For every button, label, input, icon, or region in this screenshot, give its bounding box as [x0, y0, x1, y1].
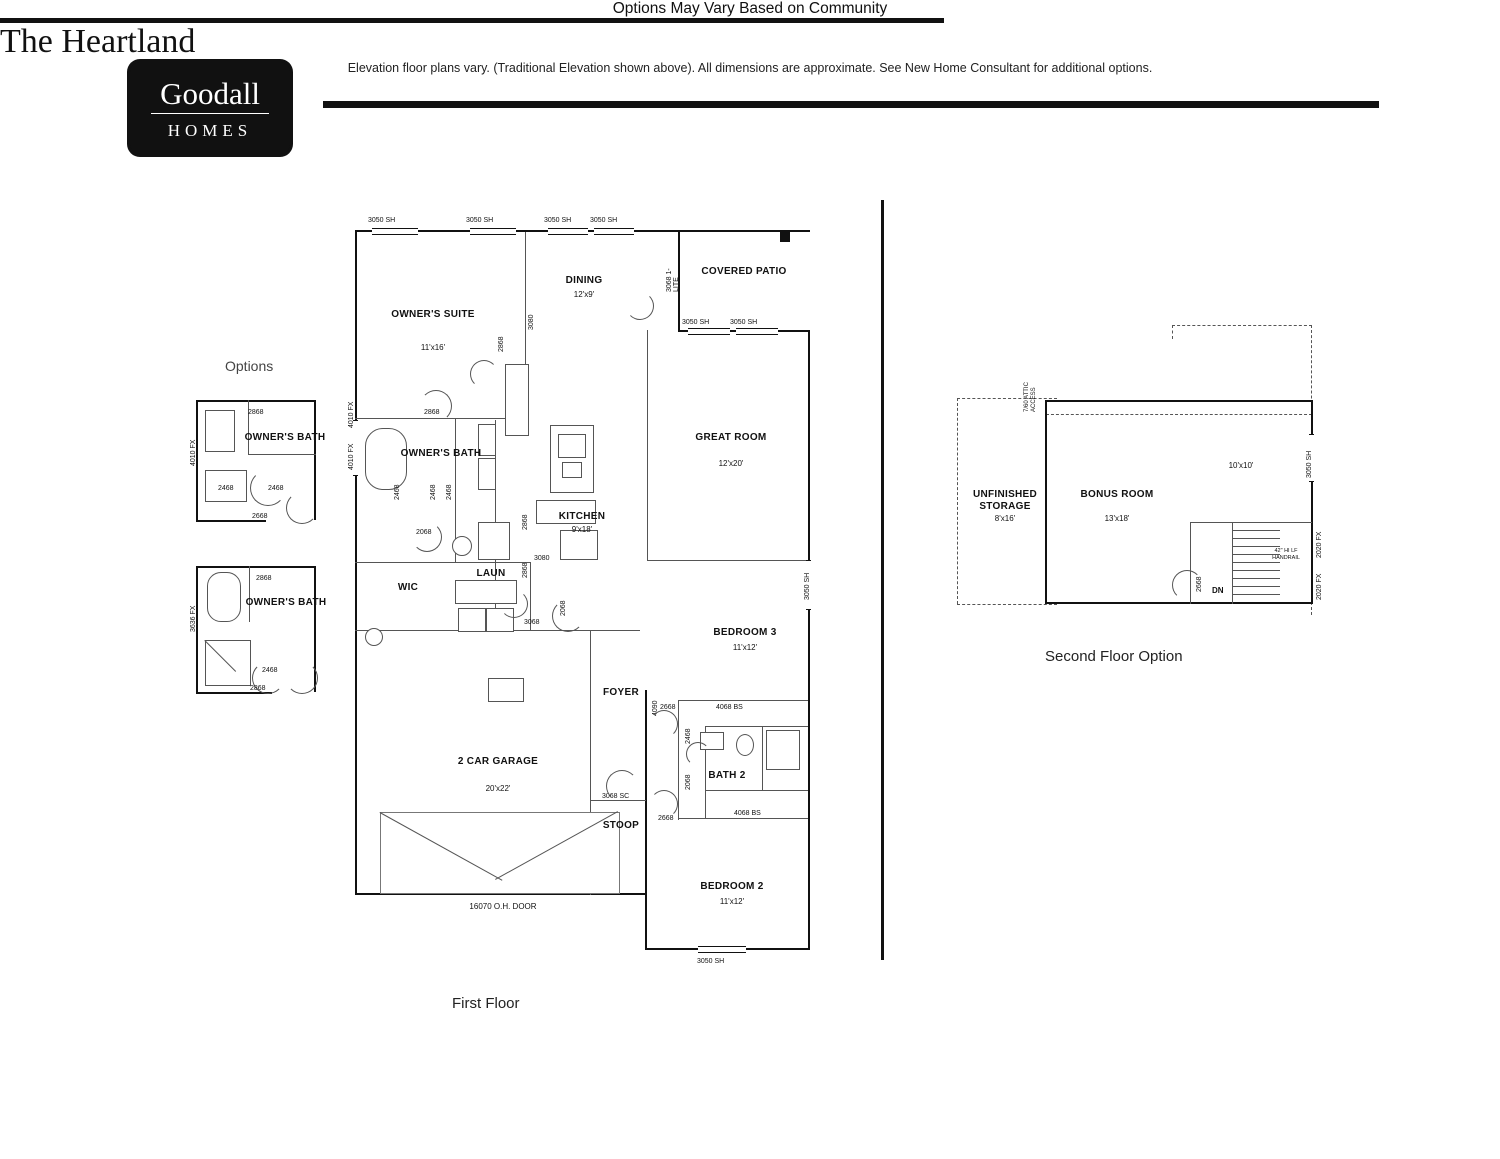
option2-door-arc-2	[286, 662, 318, 694]
option2-partition	[249, 566, 250, 622]
first-floor-caption: First Floor	[452, 995, 520, 1012]
sf-dashed-roof-left	[1172, 325, 1174, 339]
option1-tub	[205, 410, 235, 452]
sf-room-storage-label: UNFINISHED STORAGE	[972, 489, 1038, 512]
sf-dashed-north	[957, 398, 1057, 400]
sf-room-storage-dim: 8'x16'	[994, 514, 1016, 523]
door-arc-garage	[552, 600, 584, 632]
door-arc-laundry	[500, 590, 528, 618]
room-garage-label: 2 CAR GARAGE	[457, 756, 539, 767]
window-owners-1	[372, 228, 418, 235]
tag-door-3068-1lite: 3068 1-LITE	[666, 268, 680, 292]
window-patio-1	[688, 328, 730, 335]
room-garage-dim: 20'x22'	[485, 784, 511, 793]
sf-tag-fx-1: 2020 FX	[1316, 531, 1323, 558]
tag-door-2868-a: 2868	[498, 336, 505, 352]
room-laundry-label: LAUN	[476, 568, 506, 579]
door-arc-bed3	[650, 710, 678, 738]
ff-wall-great-south	[647, 560, 808, 561]
option2-door-tag-3: 2868	[250, 685, 266, 692]
ff-wall-patio-north	[678, 230, 810, 232]
washer	[458, 608, 486, 632]
toilet-owners	[452, 536, 472, 556]
room-bedroom3-label: BEDROOM 3	[713, 627, 777, 638]
room-foyer-label: FOYER	[603, 687, 639, 698]
option2-tub	[207, 572, 241, 622]
sf-dashed-inner	[1046, 414, 1312, 416]
tag-door-2068-a: 2068	[416, 529, 432, 536]
option1-door-arc-2	[286, 492, 318, 524]
plan-divider	[881, 200, 884, 960]
tag-door-2868-c: 2868	[522, 514, 529, 530]
room-covered-patio-label: COVERED PATIO	[701, 266, 787, 277]
option1-wall-top	[196, 400, 316, 402]
tag-window-4068bs-a: 4068 BS	[716, 704, 743, 711]
window-south	[698, 946, 746, 953]
tag-window-patio-1: 3050 SH	[682, 319, 710, 326]
garage-apron	[380, 812, 620, 894]
tag-door-3080-a: 3080	[528, 314, 535, 330]
cooktop	[558, 434, 586, 458]
window-owners-2	[470, 228, 516, 235]
disclaimer-text: Elevation floor plans vary. (Traditional Elevation shown above). All dimensions are approximate. See New Home Consultant for additional options.	[347, 61, 1153, 75]
tag-door-2468-c: 2468	[446, 484, 453, 500]
bath2-tub	[766, 730, 800, 770]
sf-stair-tread-2	[1232, 538, 1280, 539]
sf-dashed-south	[957, 604, 1057, 606]
ff-wall-laun-north	[455, 562, 530, 563]
ff-wall-bath2-shower	[762, 726, 763, 790]
ff-wall-bath2-inner2	[705, 726, 808, 727]
room-bedroom2-label: BEDROOM 2	[700, 881, 764, 892]
tag-door-2068-c: 2068	[685, 774, 692, 790]
door-arc-hall	[470, 360, 498, 388]
sf-room-bonus-dim: 13'x18'	[1104, 514, 1130, 523]
ff-wall-bed2-west	[645, 820, 647, 950]
sink	[562, 462, 582, 478]
window-patio-2	[736, 328, 778, 335]
sf-wall-south	[1045, 602, 1313, 604]
tag-window-top-1: 3050 SH	[368, 217, 396, 224]
option2-wall-top	[196, 566, 316, 568]
tag-door-4090: 4090	[652, 700, 659, 716]
ff-wall-bed3-south	[678, 700, 808, 701]
tag-window-top-3: 3050 SH	[544, 217, 572, 224]
option2-window-tag: 3636 FX	[190, 605, 197, 632]
sf-tag-door: 2668	[1196, 576, 1203, 592]
sf-stair-tread-3	[1232, 546, 1280, 547]
tag-door-3068sc: 3068 SC	[602, 793, 630, 800]
tag-door-3068-a: 3068	[524, 619, 540, 626]
sf-stair-tread-8	[1232, 586, 1280, 587]
logo-divider	[151, 113, 269, 114]
tag-door-2468-a: 2468	[394, 484, 401, 500]
option2-door-tag-1: 2868	[256, 575, 272, 582]
door-arc-front	[606, 770, 638, 802]
options-vary-note: Options May Vary Based on Community	[612, 0, 888, 17]
tag-window-top-4: 3050 SH	[590, 217, 618, 224]
ff-wall-bath2-inner3	[705, 790, 808, 791]
door-arc-bed2	[650, 790, 678, 818]
garage-fixture	[488, 678, 524, 702]
sf-stair-wall-top	[1190, 522, 1312, 523]
option1-window-tag: 4010 FX	[190, 439, 197, 466]
tag-window-top-2: 3050 SH	[466, 217, 494, 224]
room-great-room-dim: 12'x20'	[718, 459, 744, 468]
sf-stair-tread-1	[1232, 530, 1280, 531]
option1-door-tag-2: 2468	[218, 485, 234, 492]
sf-stair-tread-6	[1232, 570, 1280, 571]
logo-name-top: Goodall	[160, 75, 260, 111]
tag-window-patio-2: 3050 SH	[730, 319, 758, 326]
model-title: The Heartland	[0, 23, 196, 60]
logo-name-bottom: HOMES	[167, 120, 253, 140]
sf-room-bonus-label: BONUS ROOM	[1080, 489, 1154, 500]
bath2-toilet	[736, 734, 754, 756]
sf-tag-handrail: 42" HI LF HANDRAIL	[1272, 548, 1300, 561]
second-floor-caption: Second Floor Option	[1045, 648, 1183, 665]
window-dining-2	[594, 228, 634, 235]
linen-closet	[505, 364, 529, 436]
tag-door-2468-d: 2468	[685, 728, 692, 744]
shower-owners	[478, 522, 510, 560]
sf-tag-attic-access: 7/60 ATTIC ACCESS	[1024, 382, 1037, 412]
door-arc-owners-bath	[412, 522, 442, 552]
sf-stair-edge	[1232, 522, 1233, 604]
room-dining-label: DINING	[565, 275, 603, 286]
tag-door-2668-b: 2668	[658, 815, 674, 822]
room-owners-bath-label: OWNER'S BATH	[400, 448, 482, 459]
tag-door-2868-b: 2868	[424, 409, 440, 416]
water-heater	[365, 628, 383, 646]
room-bath2-label: BATH 2	[708, 770, 746, 781]
sf-stair-tread-5	[1232, 562, 1280, 563]
ff-wall-east	[808, 330, 810, 950]
option1-room-label-line1: OWNER'S BATH	[244, 432, 326, 443]
tag-window-east: 3050 SH	[804, 572, 811, 600]
sf-tag-dn: DN	[1212, 586, 1224, 595]
tag-garage-door: 16070 O.H. DOOR	[469, 902, 537, 911]
room-kitchen-dim: 9'x18'	[571, 525, 593, 534]
option1-door-tag-3: 2468	[268, 485, 284, 492]
option2-door-tag-2: 2468	[262, 667, 278, 674]
vanity-2	[478, 458, 496, 490]
tag-window-south: 3050 SH	[697, 958, 725, 965]
tag-door-3080-b: 3080	[534, 555, 550, 562]
room-owners-suite-dim: 11'x16'	[420, 343, 446, 352]
door-arc-owners-suite	[420, 390, 452, 422]
ff-wall-great-west	[647, 330, 648, 560]
ff-wall-bath2-west	[678, 700, 679, 820]
door-arc-bath2	[686, 742, 710, 766]
window-dining-1	[548, 228, 588, 235]
goodall-homes-logo	[130, 62, 290, 154]
tag-window-4068bs-b: 4068 BS	[734, 810, 761, 817]
ff-patio-post	[780, 232, 790, 242]
tag-window-west: 4010 FX	[348, 443, 355, 470]
option1-door-tag-4: 2668	[252, 513, 268, 520]
ff-wall-bath2-south	[678, 818, 808, 819]
tag-door-2668-a: 2668	[660, 704, 676, 711]
sf-dashed-roof-top	[1172, 325, 1312, 327]
room-dining-dim: 12'x9'	[573, 290, 595, 299]
room-great-room-label: GREAT ROOM	[695, 432, 767, 443]
room-bedroom3-dim: 11'x12'	[732, 643, 758, 652]
sf-tag-fx-2: 2020 FX	[1316, 573, 1323, 600]
sf-wall-north	[1045, 400, 1313, 402]
tag-door-2468-b: 2468	[430, 484, 437, 500]
sf-stair-tread-9	[1232, 594, 1280, 595]
options-caption: Options	[225, 358, 274, 374]
room-owners-suite-label: OWNER'S SUITE	[391, 309, 475, 320]
room-kitchen-label: KITCHEN	[558, 511, 606, 522]
sf-room-nook-dim: 10'x10'	[1228, 461, 1254, 470]
sf-wall-east	[1311, 400, 1313, 604]
option1-partition-2	[248, 454, 316, 455]
tag-door-2868-d: 2868	[522, 562, 529, 578]
room-wic-label: WIC	[397, 582, 419, 593]
tag-window-west-2: 4010 FX	[348, 401, 355, 428]
room-stoop-label: STOOP	[602, 820, 640, 831]
tag-door-2068-b: 2068	[560, 600, 567, 616]
room-bedroom2-dim: 11'x12'	[719, 897, 745, 906]
option1-door-tag-1: 2868	[248, 409, 264, 416]
header-rule	[323, 101, 1379, 108]
option2-room-label: OWNER'S BATH	[245, 597, 327, 608]
sf-stair-tread-7	[1232, 578, 1280, 579]
sf-tag-window: 3050 SH	[1306, 450, 1313, 478]
